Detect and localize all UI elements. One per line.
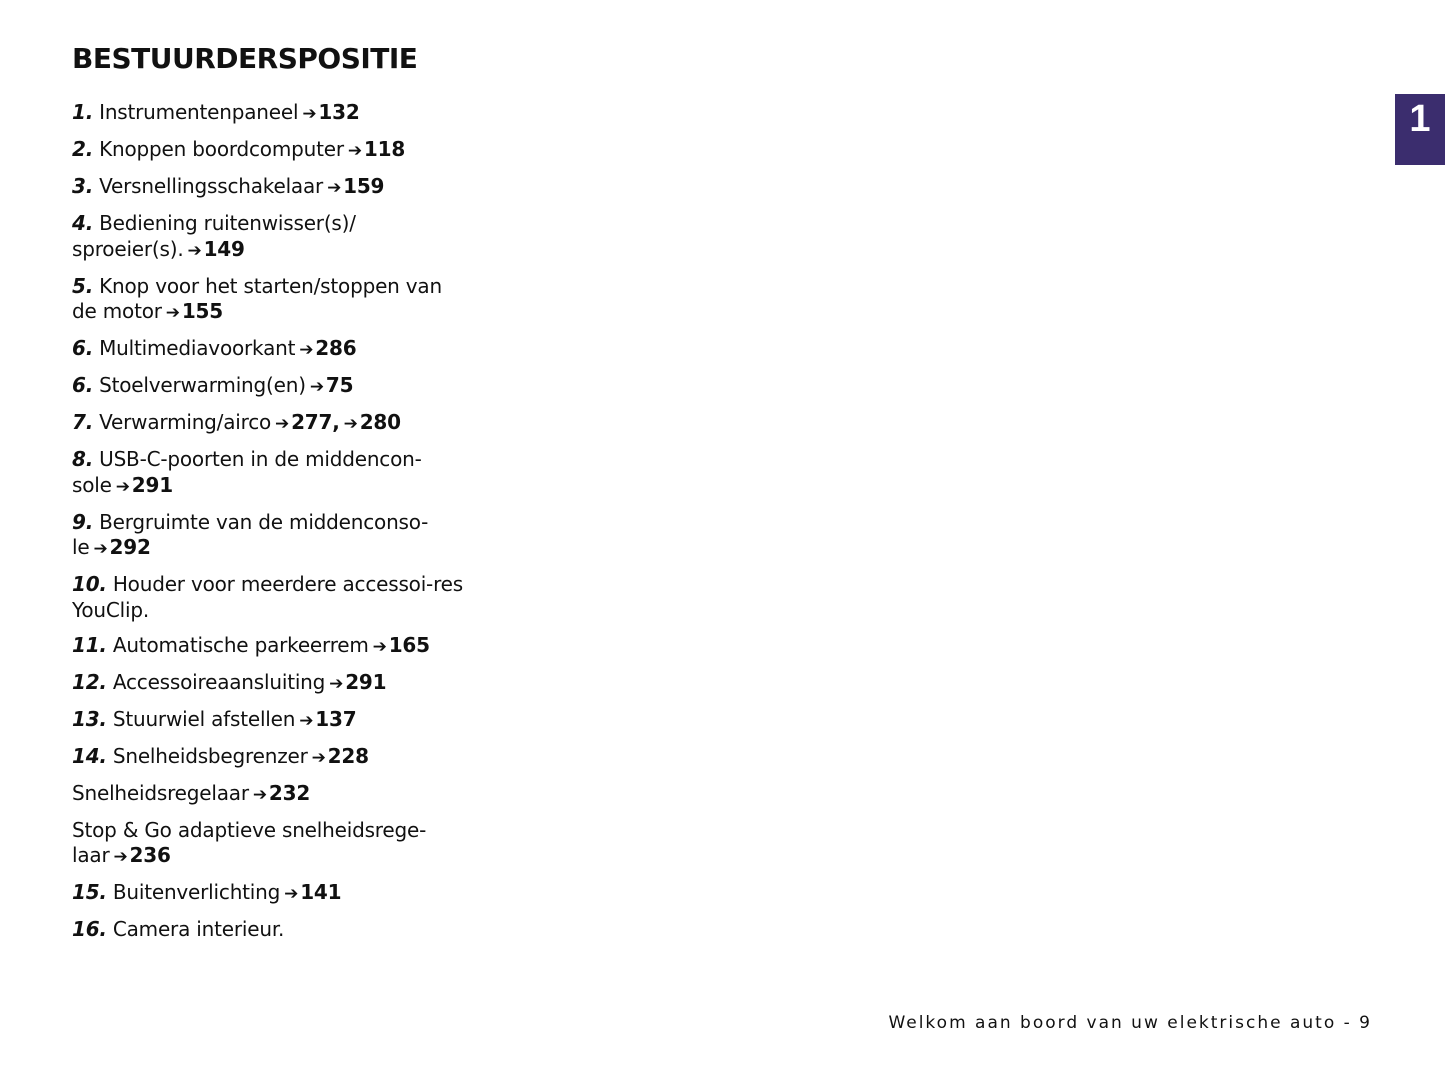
- item-text: Accessoireaansluiting: [112, 669, 326, 694]
- page-ref-link[interactable]: 75: [325, 373, 354, 397]
- list-item: [72, 174, 472, 202]
- arrow-right-icon: ➔: [299, 710, 314, 731]
- list-item: [72, 410, 472, 438]
- page-ref-link[interactable]: 165: [388, 632, 430, 657]
- item-number: 13.: [72, 706, 107, 731]
- arrow-right-icon: ➔: [329, 673, 344, 694]
- arrow-right-icon: ➔: [187, 240, 202, 261]
- item-text: Instrumentenpaneel: [99, 100, 299, 124]
- item-text: Stuurwiel afstellen: [112, 706, 296, 731]
- page-ref-link[interactable]: 228: [327, 743, 369, 768]
- item-text: Stop & Go adaptieve snelheidsrege-laar: [72, 817, 427, 867]
- page-ref-link[interactable]: 137: [315, 706, 357, 731]
- list-item: [72, 100, 472, 128]
- item-number: 6.: [72, 336, 94, 360]
- list-item: [72, 781, 472, 809]
- list-item: [72, 447, 472, 500]
- item-text: Verwarming/airco: [99, 410, 272, 434]
- item-text: Camera interieur.: [112, 917, 285, 941]
- chapter-tab[interactable]: 1: [1395, 94, 1445, 165]
- list-item: [72, 211, 472, 264]
- item-text: Snelheidsbegrenzer: [112, 743, 308, 768]
- arrow-right-icon: ➔: [309, 377, 324, 397]
- arrow-right-icon: ➔: [115, 476, 130, 497]
- page-ref-link[interactable]: 291: [131, 472, 173, 497]
- page-ref-link[interactable]: 155: [181, 299, 223, 323]
- item-text: Knop voor het starten/stoppen van de motor: [72, 273, 442, 323]
- page-ref-link[interactable]: 291: [345, 669, 387, 694]
- item-number: 6.: [72, 373, 94, 397]
- list-item: [72, 917, 472, 943]
- arrow-right-icon: ➔: [93, 539, 108, 559]
- page-ref-link[interactable]: 236: [129, 843, 171, 867]
- page-ref-link[interactable]: 149: [203, 236, 245, 261]
- item-text: USB-C-poorten in de middencon-sole: [72, 447, 422, 497]
- arrow-right-icon: ➔: [343, 414, 358, 434]
- item-text: Multimediavoorkant: [99, 336, 296, 360]
- list-item: [72, 336, 472, 364]
- item-number: 11.: [72, 632, 107, 657]
- page-footer: Welkom aan boord van uw elektrische auto - 9: [888, 1013, 1372, 1033]
- page-ref-link[interactable]: 118: [363, 137, 406, 161]
- arrow-right-icon: ➔: [327, 178, 342, 198]
- item-number: 16.: [72, 917, 107, 941]
- arrow-right-icon: ➔: [311, 747, 326, 768]
- item-number: 1.: [72, 100, 94, 124]
- item-text: Buitenverlichting: [112, 880, 281, 904]
- item-text: Automatische parkeerrem: [112, 632, 369, 657]
- list-item: [72, 373, 472, 401]
- item-text: Snelheidsregelaar: [72, 780, 249, 805]
- page-ref-link[interactable]: 280: [359, 410, 401, 434]
- arrow-right-icon: ➔: [302, 104, 317, 124]
- list-item: [72, 670, 472, 698]
- arrow-right-icon: ➔: [275, 414, 290, 434]
- list-item: [72, 572, 472, 623]
- arrow-right-icon: ➔: [299, 340, 314, 360]
- page-ref-link[interactable]: 277,: [291, 410, 340, 434]
- item-text: Bergruimte van de middenconso-le: [72, 509, 429, 559]
- item-text: Stoelverwarming(en): [99, 373, 306, 397]
- item-number: 8.: [72, 447, 94, 471]
- page-title: BESTUURDERSPOSITIE: [72, 42, 418, 75]
- page-ref-link[interactable]: 292: [109, 535, 151, 559]
- list-item: [72, 510, 472, 563]
- arrow-right-icon: ➔: [113, 847, 128, 867]
- legend-list: [72, 100, 472, 952]
- item-text: Versnellingsschakelaar: [99, 174, 324, 198]
- item-number: 2.: [72, 137, 94, 161]
- item-number: 14.: [72, 743, 107, 768]
- item-number: 9.: [72, 509, 94, 534]
- page-ref-link[interactable]: 232: [268, 780, 311, 805]
- list-item: [72, 880, 472, 908]
- list-item: [72, 274, 472, 327]
- list-item: [72, 818, 472, 871]
- item-text: Knoppen boordcomputer: [99, 137, 344, 161]
- arrow-right-icon: ➔: [284, 884, 299, 904]
- list-item: [72, 137, 472, 165]
- arrow-right-icon: ➔: [347, 141, 362, 161]
- page-ref-link[interactable]: 132: [318, 100, 360, 124]
- item-number: 4.: [72, 211, 94, 235]
- list-item: [72, 744, 472, 772]
- item-number: 15.: [72, 880, 107, 904]
- list-item: [72, 633, 472, 661]
- arrow-right-icon: ➔: [252, 784, 267, 805]
- item-text: Bediening ruitenwisser(s)/ sproeier(s).: [72, 211, 356, 261]
- item-number: 3.: [72, 174, 94, 198]
- page-ref-link[interactable]: 141: [300, 880, 342, 904]
- item-text: Houder voor meerdere accessoi-res YouClip.: [72, 572, 463, 622]
- item-number: 12.: [72, 669, 107, 694]
- item-number: 5.: [72, 273, 94, 298]
- item-number: 10.: [72, 572, 107, 596]
- page-ref-link[interactable]: 159: [343, 174, 385, 198]
- list-item: [72, 707, 472, 735]
- arrow-right-icon: ➔: [372, 636, 387, 657]
- arrow-right-icon: ➔: [165, 303, 180, 323]
- item-number: 7.: [72, 410, 94, 434]
- page-ref-link[interactable]: 286: [315, 336, 357, 360]
